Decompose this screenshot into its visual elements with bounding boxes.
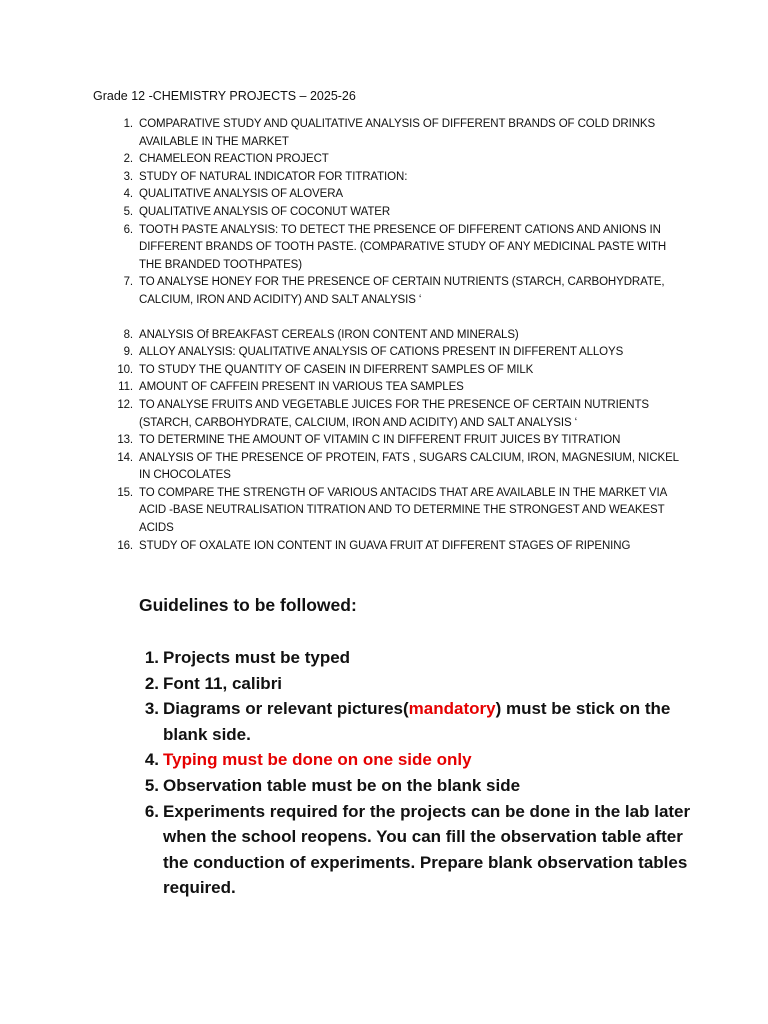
guideline-number: 5. — [144, 775, 159, 795]
project-number: 9. — [123, 346, 133, 359]
guideline-number: 1. — [144, 648, 159, 667]
project-text: TO STUDY THE QUANTITY OF CASEIN IN DIFERRENT SAMPLES OF MILK — [139, 363, 534, 376]
project-text: TOOTH PASTE ANALYSIS: TO DETECT THE PRESENCE OF DIFFERENT CATIONS AND ANIONS IN DIFFERENT BRANDS OF TOOTH PASTE. (COMPARATIVE STUDY OF ANY MEDICINAL PASTE WITH THE BRANDED TOOTHPATES) — [139, 223, 667, 271]
guideline-text: Projects must be typed — [163, 648, 351, 667]
guideline-number: 2. — [144, 673, 159, 693]
project-item — [123, 204, 679, 222]
project-item — [123, 344, 679, 362]
project-item — [123, 327, 679, 345]
project-number: 10. — [117, 363, 133, 376]
guideline-text: Experiments required for the projects can be done in the lab later when the school reopens. You can fill the observation table after the conduction of experiments. Prepare blank observation tables required. — [163, 801, 691, 898]
project-text: TO COMPARE THE STRENGTH OF VARIOUS ANTACIDS THAT ARE AVAILABLE IN THE MARKET VIA ACID -BASE NEUTRALISATION TITRATION AND TO DETERMINE THE STRONGEST AND WEAKEST ACIDS — [139, 486, 667, 535]
guidelines-heading: Guidelines to be followed: — [139, 595, 357, 615]
project-text: TO DETERMINE THE AMOUNT OF VITAMIN C IN DIFFERENT FRUIT JUICES BY TITRATION — [139, 434, 621, 447]
guidelines-list — [144, 645, 693, 901]
document-title: Grade 12 -CHEMISTRY PROJECTS – 2025-26 — [93, 89, 356, 103]
project-text: STUDY OF NATURAL INDICATOR FOR TITRATION: — [139, 170, 408, 183]
guideline-number: 6. — [144, 801, 159, 821]
project-item — [117, 362, 679, 380]
guideline-mandatory-highlight: mandatory — [408, 699, 496, 719]
project-item — [117, 397, 679, 432]
project-number: 3. — [123, 170, 133, 183]
project-text: ANALYSIS OF THE PRESENCE OF PROTEIN, FATS , SUGARS CALCIUM, IRON, MAGNESIUM, NICKEL IN CHOCOLATES — [139, 451, 679, 482]
project-item — [123, 274, 679, 309]
project-text: TO ANALYSE FRUITS AND VEGETABLE JUICES FOR THE PRESENCE OF CERTAIN NUTRIENTS (STARCH, CARBOHYDRATE, CALCIUM, IRON AND ACIDITY) AND SALT ANALYSIS ‘ — [139, 398, 649, 429]
project-number: 12. — [117, 398, 133, 411]
project-number: 16. — [117, 539, 133, 552]
guideline-text-highlight: Typing must be done on one side only — [163, 750, 472, 770]
guideline-item — [144, 696, 693, 747]
project-item — [123, 169, 679, 187]
project-number: 5. — [123, 205, 133, 218]
project-item — [123, 222, 679, 275]
guideline-text: Font 11, calibri — [163, 673, 283, 693]
guideline-item — [144, 671, 693, 697]
project-number: 14. — [117, 451, 133, 464]
guideline-item — [144, 645, 693, 671]
project-item — [117, 432, 679, 450]
guideline-number: 4. — [144, 750, 159, 770]
project-item — [117, 450, 679, 485]
project-text: QUALITATIVE ANALYSIS OF ALOVERA — [139, 188, 343, 201]
guideline-item — [144, 799, 693, 901]
project-item — [123, 151, 679, 169]
project-number: 13. — [117, 434, 133, 447]
guideline-item — [144, 747, 693, 773]
project-number: 8. — [123, 328, 133, 341]
project-text: TO ANALYSE HONEY FOR THE PRESENCE OF CERTAIN NUTRIENTS (STARCH, CARBOHYDRATE, CALCIUM, IRON AND ACIDITY) AND SALT ANALYSIS ‘ — [139, 276, 665, 306]
project-number: 4. — [123, 188, 133, 201]
guideline-item — [144, 773, 693, 799]
project-text: QUALITATIVE ANALYSIS OF COCONUT WATER — [139, 205, 391, 218]
project-text: COMPARATIVE STUDY AND QUALITATIVE ANALYSIS OF DIFFERENT BRANDS OF COLD DRINKS AVAILABLE IN THE MARKET — [139, 118, 656, 148]
project-item — [117, 538, 679, 556]
project-number: 2. — [123, 153, 133, 166]
project-item — [123, 116, 679, 151]
guideline-text: Observation table must be on the blank side — [163, 775, 521, 795]
project-list — [117, 116, 679, 555]
project-text: ALLOY ANALYSIS: QUALITATIVE ANALYSIS OF CATIONS PRESENT IN DIFFERENT ALLOYS — [139, 346, 624, 359]
guideline-text-after: ) must be stick on the blank side. — [163, 699, 671, 744]
project-text: CHAMELEON REACTION PROJECT — [139, 153, 329, 166]
project-item — [117, 485, 679, 538]
project-number: 15. — [117, 486, 133, 499]
guideline-number: 3. — [144, 699, 159, 719]
project-text: ANALYSIS Of BREAKFAST CEREALS (IRON CONTENT AND MINERALS) — [139, 328, 519, 341]
project-number: 7. — [123, 276, 133, 289]
project-text: AMOUNT OF CAFFEIN PRESENT IN VARIOUS TEA SAMPLES — [139, 381, 464, 394]
project-number: 6. — [123, 223, 133, 236]
project-number: 1. — [123, 118, 133, 130]
project-item — [118, 379, 679, 397]
project-text: STUDY OF OXALATE ION CONTENT IN GUAVA FRUIT AT DIFFERENT STAGES OF RIPENING — [139, 539, 631, 552]
project-number: 11. — [118, 381, 133, 394]
guideline-text-before: Diagrams or relevant pictures( — [163, 699, 409, 719]
project-item — [123, 186, 679, 204]
